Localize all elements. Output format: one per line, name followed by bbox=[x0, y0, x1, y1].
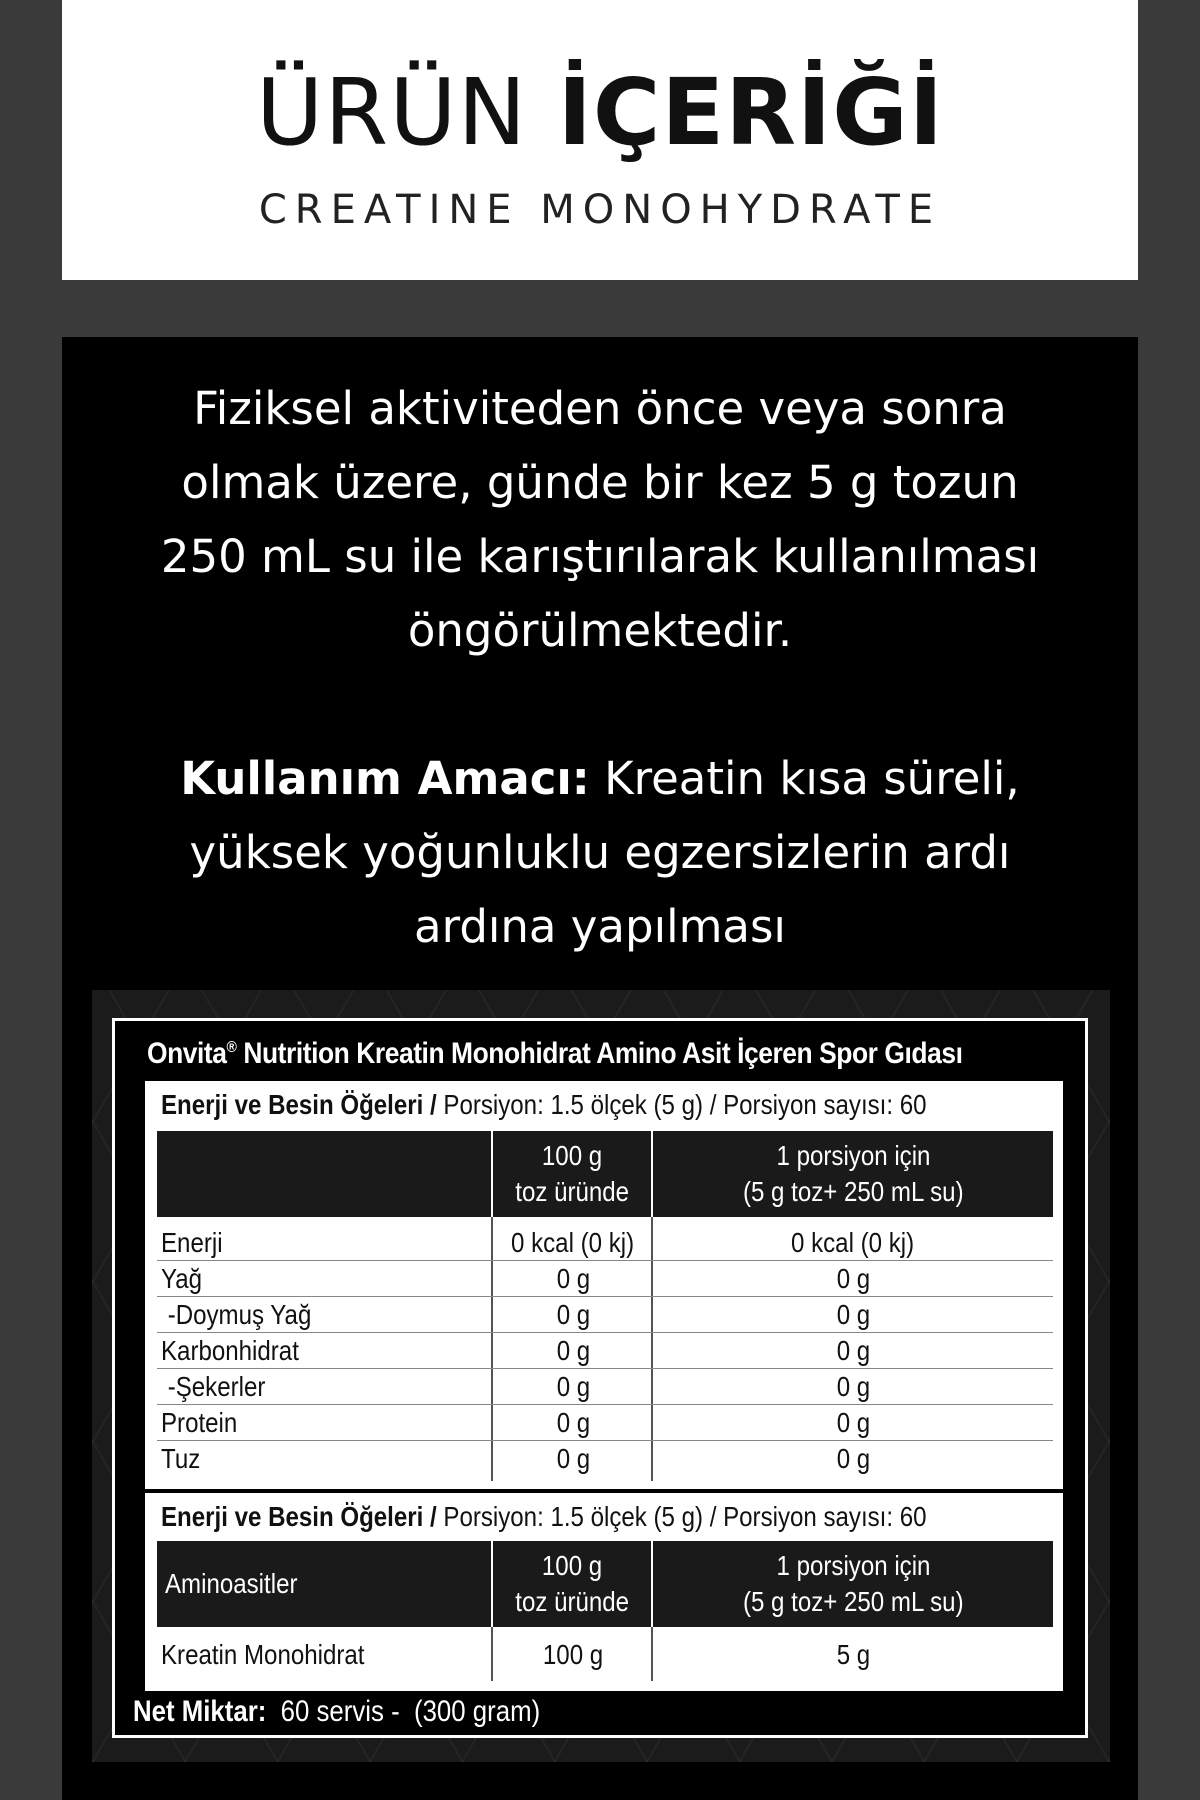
col-header-line: toz üründe bbox=[515, 1586, 629, 1617]
table-heading-rest: Porsiyon: 1.5 ölçek (5 g) / Porsiyon sayısı: 60 bbox=[436, 1089, 927, 1120]
page-subtitle: CREATINE MONOHYDRATE bbox=[258, 187, 942, 233]
table-header-cell bbox=[157, 1131, 491, 1217]
row-per100: 0 g bbox=[556, 1407, 590, 1438]
row-per-serving: 0 g bbox=[836, 1299, 870, 1330]
table-row bbox=[157, 1297, 1053, 1333]
usage-line: Fiziksel aktiviteden önce veya sonra bbox=[193, 382, 1007, 435]
col-header-line: (5 g toz+ 250 mL su) bbox=[742, 1586, 964, 1617]
purpose-line: yüksek yoğunluklu egzersizlerin ardı bbox=[189, 826, 1011, 879]
col-header-line: Aminoasitler bbox=[165, 1568, 298, 1599]
purpose-text bbox=[100, 742, 1100, 964]
row-name: Kreatin Monohidrat bbox=[161, 1639, 365, 1670]
row-name: Yağ bbox=[161, 1263, 203, 1294]
title-bold: İÇERİĞİ bbox=[557, 59, 945, 166]
nutrition-table bbox=[157, 1131, 1053, 1481]
table-row bbox=[157, 1441, 1053, 1477]
row-name: -Doymuş Yağ bbox=[161, 1299, 312, 1330]
usage-line: öngörülmektedir. bbox=[407, 604, 793, 657]
row-per-serving: 0 g bbox=[836, 1407, 870, 1438]
purpose-label: Kullanım Amacı: bbox=[180, 752, 590, 805]
row-per100: 0 g bbox=[556, 1371, 590, 1402]
row-per100: 0 kcal (0 kj) bbox=[511, 1227, 635, 1258]
table-heading bbox=[161, 1501, 927, 1533]
nutrition-table-box bbox=[145, 1081, 1063, 1489]
label-title-rest: Nutrition Kreatin Monohidrat Amino Asit İçeren Spor Gıdası bbox=[236, 1037, 963, 1070]
table-row bbox=[157, 1637, 1053, 1673]
table-row bbox=[157, 1369, 1053, 1405]
table-header-cell bbox=[493, 1541, 651, 1627]
row-per-serving: 0 g bbox=[836, 1263, 870, 1294]
row-name: Karbonhidrat bbox=[161, 1335, 299, 1366]
usage-line: 250 mL su ile karıştırılarak kullanılması bbox=[160, 530, 1040, 583]
net-quantity-label: Net Miktar: bbox=[133, 1695, 267, 1728]
row-name: Tuz bbox=[161, 1443, 201, 1474]
table-heading bbox=[161, 1089, 927, 1121]
row-name: Protein bbox=[161, 1407, 238, 1438]
row-per100: 0 g bbox=[556, 1443, 590, 1474]
row-name: Enerji bbox=[161, 1227, 223, 1258]
usage-line: olmak üzere, günde bir kez 5 g tozun bbox=[181, 456, 1019, 509]
usage-text bbox=[100, 372, 1100, 668]
row-per-serving: 0 kcal (0 kj) bbox=[791, 1227, 915, 1258]
col-header-line: (5 g toz+ 250 mL su) bbox=[742, 1176, 964, 1207]
col-header-line: 100 g bbox=[541, 1140, 603, 1171]
label-brand: Onvita bbox=[147, 1037, 227, 1070]
col-header-line: 1 porsiyon için bbox=[776, 1550, 930, 1581]
purpose-line1-rest: Kreatin kısa süreli, bbox=[589, 752, 1020, 805]
col-header-line: 100 g bbox=[541, 1550, 603, 1581]
page-title bbox=[62, 58, 1138, 168]
nutrition-label bbox=[112, 1018, 1088, 1738]
table-header-cell bbox=[653, 1131, 1053, 1217]
amino-table bbox=[157, 1541, 1053, 1681]
row-per100: 0 g bbox=[556, 1299, 590, 1330]
table-heading-rest: Porsiyon: 1.5 ölçek (5 g) / Porsiyon sayısı: 60 bbox=[436, 1501, 927, 1532]
header-card bbox=[62, 0, 1138, 280]
row-per-serving: 0 g bbox=[836, 1443, 870, 1474]
row-per100: 0 g bbox=[556, 1335, 590, 1366]
amino-table-box bbox=[145, 1493, 1063, 1691]
col-header-line: toz üründe bbox=[515, 1176, 629, 1207]
table-row bbox=[157, 1405, 1053, 1441]
row-per-serving: 0 g bbox=[836, 1371, 870, 1402]
net-quantity-value: 60 servis - (300 gram) bbox=[266, 1695, 541, 1728]
title-light: ÜRÜN bbox=[255, 59, 528, 166]
table-row bbox=[157, 1333, 1053, 1369]
table-header-cell bbox=[157, 1541, 491, 1627]
table-heading-bold: Enerji ve Besin Öğeleri / bbox=[161, 1089, 437, 1120]
table-header-cell bbox=[493, 1131, 651, 1217]
col-header-line: 1 porsiyon için bbox=[776, 1140, 930, 1171]
row-name: -Şekerler bbox=[161, 1371, 266, 1402]
purpose-line bbox=[100, 742, 1100, 816]
label-title bbox=[147, 1037, 962, 1071]
row-per-serving: 0 g bbox=[836, 1335, 870, 1366]
row-per100: 100 g bbox=[542, 1639, 604, 1670]
row-per100: 0 g bbox=[556, 1263, 590, 1294]
table-header-cell bbox=[653, 1541, 1053, 1627]
row-per-serving: 5 g bbox=[836, 1639, 870, 1670]
net-quantity bbox=[133, 1695, 540, 1729]
purpose-line: ardına yapılması bbox=[414, 900, 786, 953]
table-row bbox=[157, 1225, 1053, 1261]
registered-mark: ® bbox=[226, 1039, 237, 1056]
table-row bbox=[157, 1261, 1053, 1297]
table-heading-bold: Enerji ve Besin Öğeleri / bbox=[161, 1501, 437, 1532]
